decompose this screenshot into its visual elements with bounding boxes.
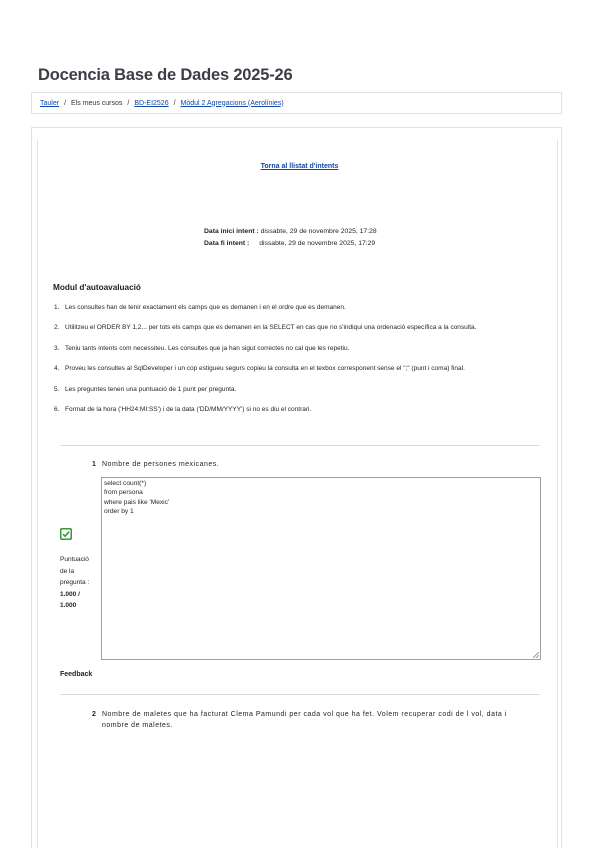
check-icon <box>60 528 72 540</box>
rule-item: 3. Teniu tants intents com necessiteu. Les consultes que ja han sigut correctes no cal que les repetiu. <box>54 345 350 352</box>
attempt-end-row <box>204 240 375 247</box>
breadcrumb-separator: / <box>64 99 67 107</box>
score-label: Puntuació <box>60 556 89 563</box>
question-number: 2 <box>92 711 96 718</box>
breadcrumb-item-my-courses: Els meus cursos <box>71 99 123 107</box>
score-label: pregunta : <box>60 579 90 586</box>
attempt-start-label: Data inici intent : <box>204 228 259 235</box>
breadcrumb-separator: / <box>173 99 176 107</box>
breadcrumb-separator: / <box>127 99 130 107</box>
rule-item: 2. Utilitzeu el ORDER BY 1,2... per tots els camps que es demanen en la SELECT en cas que no s'indiqui una ordenació específica a la consulta. <box>54 324 477 331</box>
page-title: Docencia Base de Dades 2025-26 <box>38 66 293 84</box>
breadcrumb-link-module[interactable]: Mòdul 2 Agregacions (Aerolínies) <box>180 99 284 107</box>
question-text: nombre de maletes. <box>102 722 173 729</box>
divider <box>60 694 540 695</box>
score-value: 1.000 <box>60 602 77 609</box>
score-label: de la <box>60 567 75 575</box>
rule-item: 5. Les preguntes tenen una puntuació de 1 punt per pregunta. <box>54 386 237 393</box>
attempt-end-value: dissabte, 29 de novembre 2025, 17:29 <box>259 240 376 247</box>
resize-handle-icon[interactable] <box>533 652 539 658</box>
answer-textarea[interactable]: select count(*) from persona where pais like 'Mexic' order by 1 <box>101 477 541 660</box>
attempt-start-value: dissabte, 29 de novembre 2025, 17:28 <box>260 228 377 235</box>
return-to-attempts-link[interactable]: Torna al llistat d'intents <box>260 163 339 170</box>
feedback-label: Feedback <box>60 671 93 678</box>
divider <box>60 445 540 446</box>
rule-item: 4. Proveu les consultes al SqlDeveloper i un cop estigueu segurs copieu la consulta en el texbox corresponent sense el ";" (punt i coma) final. <box>54 365 465 372</box>
question-number: 1 <box>92 461 96 468</box>
question-text: Nombre de persones mexicanes. <box>102 461 220 468</box>
breadcrumb <box>31 92 562 114</box>
question-text: Nombre de maletes que ha facturat Clema Pamundi per cada vol que ha fet. Volem recuperar codi de l vol, data i <box>102 711 507 718</box>
attempt-end-label: Data fi intent : <box>204 240 250 247</box>
rule-item: 6. Format de la hora ('HH24:MI:SS') i de la data ('DD/MM/YYYY') si no es diu el contrari. <box>54 406 312 413</box>
module-title: Modul d'autoavaluació <box>53 283 141 292</box>
attempt-start-row <box>204 228 377 235</box>
breadcrumb-link-course[interactable]: BD-EI2526 <box>134 99 169 107</box>
rule-item: 1. Les consultes han de tenir exactament els camps que es demanen i en el ordre que es demanen. <box>54 304 346 311</box>
score-value: 1.000 / <box>60 590 80 598</box>
question-score <box>60 554 96 612</box>
breadcrumb-link-tauler[interactable]: Tauler <box>40 99 60 107</box>
